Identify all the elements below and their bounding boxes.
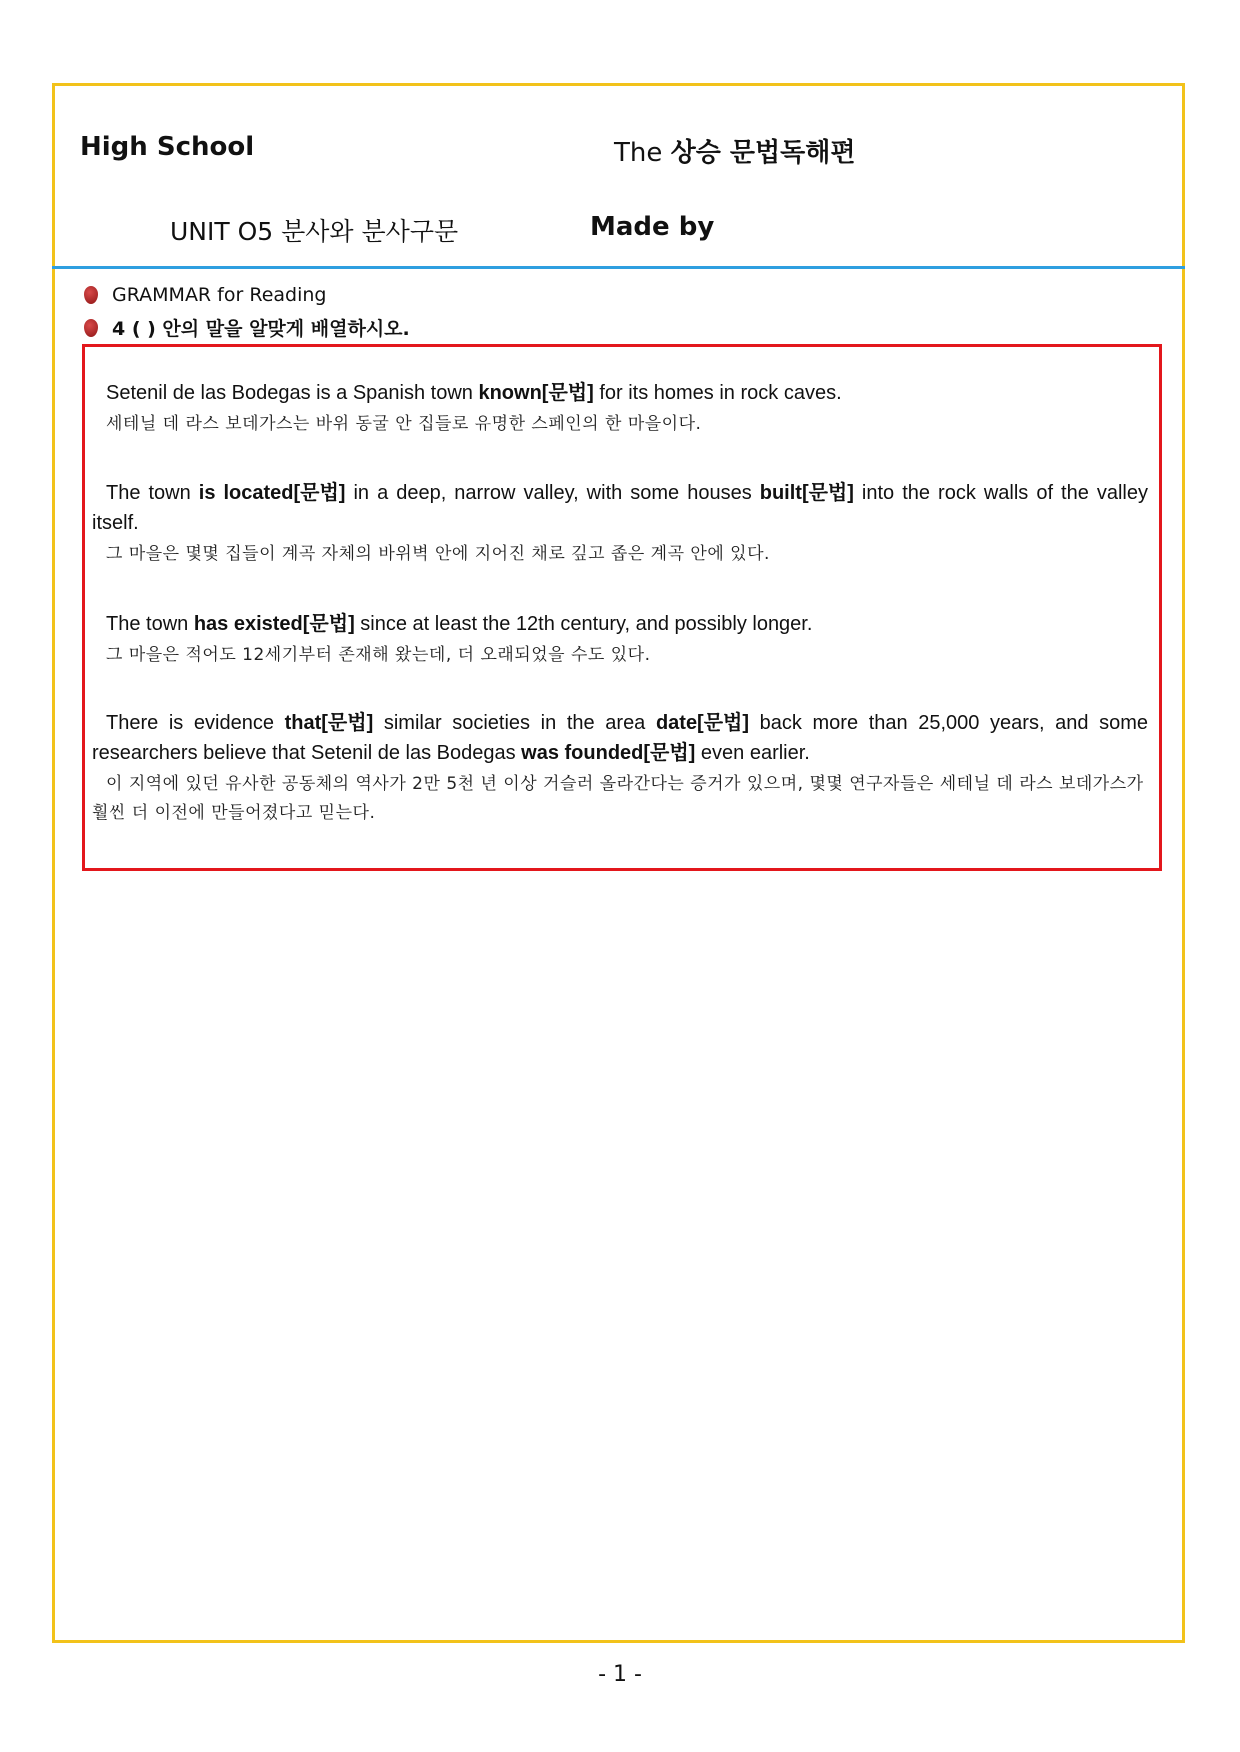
grammar-target: is located[문법] <box>198 482 346 504</box>
unit-title: UNIT O5 분사와 분사구문 <box>170 217 459 246</box>
header-school-level: High School <box>80 132 255 162</box>
passage-text-run: back more than 25,000 years, and some researchers believe that Setenil de las Bodegas <box>92 712 1149 764</box>
instruction-bullet <box>84 314 410 341</box>
passage-text-run: The town <box>106 613 194 635</box>
passage-text-run: similar societies in the area <box>373 712 656 734</box>
grammar-target: date[문법] <box>655 712 750 734</box>
passage-english <box>92 708 1148 768</box>
passage-text-run: into the rock walls of the valley itself. <box>92 482 1148 534</box>
section-label: GRAMMAR for Reading <box>112 284 327 306</box>
passage-korean: 이 지역에 있던 유사한 공동체의 역사가 2만 5천 년 이상 거슬러 올라간다는 증거가 있으며, 몇몇 연구자들은 세테닐 데 라스 보데가스가 훨씬 더 이전에 만들어졌다고 믿는다. <box>92 774 1144 823</box>
passage-english <box>92 609 1148 639</box>
passage-korean: 세테닐 데 라스 보데가스는 바위 동굴 안 집들로 유명한 스페인의 한 마을이다. <box>106 414 702 434</box>
instruction-text: 4 ( ) 안의 말을 알맞게 배열하시오. <box>112 318 410 340</box>
grammar-target: was founded[문법] <box>521 742 696 764</box>
page-number: - 1 - <box>598 1662 642 1687</box>
red-bullet-icon <box>84 286 98 304</box>
passage-text-run: The town <box>106 482 199 504</box>
book-title-ko: 상승 문법독해편 <box>670 138 856 168</box>
grammar-target: that[문법] <box>284 712 374 734</box>
passage-english <box>92 478 1148 538</box>
made-by-label: Made by <box>590 212 715 242</box>
book-title-prefix: The <box>614 138 663 168</box>
passage-text-run: There is evidence <box>106 712 285 734</box>
passage-1 <box>92 378 1148 439</box>
passage-text-run: in a deep, narrow valley, with some houses <box>345 482 760 504</box>
passage-4 <box>92 708 1148 828</box>
passage-text-run: since at least the 12th century, and possibly longer. <box>354 613 813 635</box>
header-book-title <box>614 132 856 169</box>
passage-3 <box>92 609 1148 670</box>
grammar-target: built[문법] <box>759 482 854 504</box>
red-bullet-icon <box>84 319 98 337</box>
passage-text-run: even earlier. <box>695 742 810 764</box>
passage-english <box>92 378 1148 408</box>
passage-text-run: Setenil de las Bodegas is a Spanish town <box>106 382 479 404</box>
grammar-target: has existed[문법] <box>193 613 355 635</box>
passage-korean: 그 마을은 몇몇 집들이 계곡 자체의 바위벽 안에 지어진 채로 깊고 좁은 계곡 안에 있다. <box>106 544 770 564</box>
grammar-target: known[문법] <box>478 382 594 404</box>
passage-2 <box>92 478 1148 569</box>
passage-text-run: for its homes in rock caves. <box>593 382 842 404</box>
section-bullet <box>84 284 326 306</box>
passage-korean: 그 마을은 적어도 12세기부터 존재해 왔는데, 더 오래되었을 수도 있다. <box>106 645 651 665</box>
header-divider <box>52 266 1185 269</box>
